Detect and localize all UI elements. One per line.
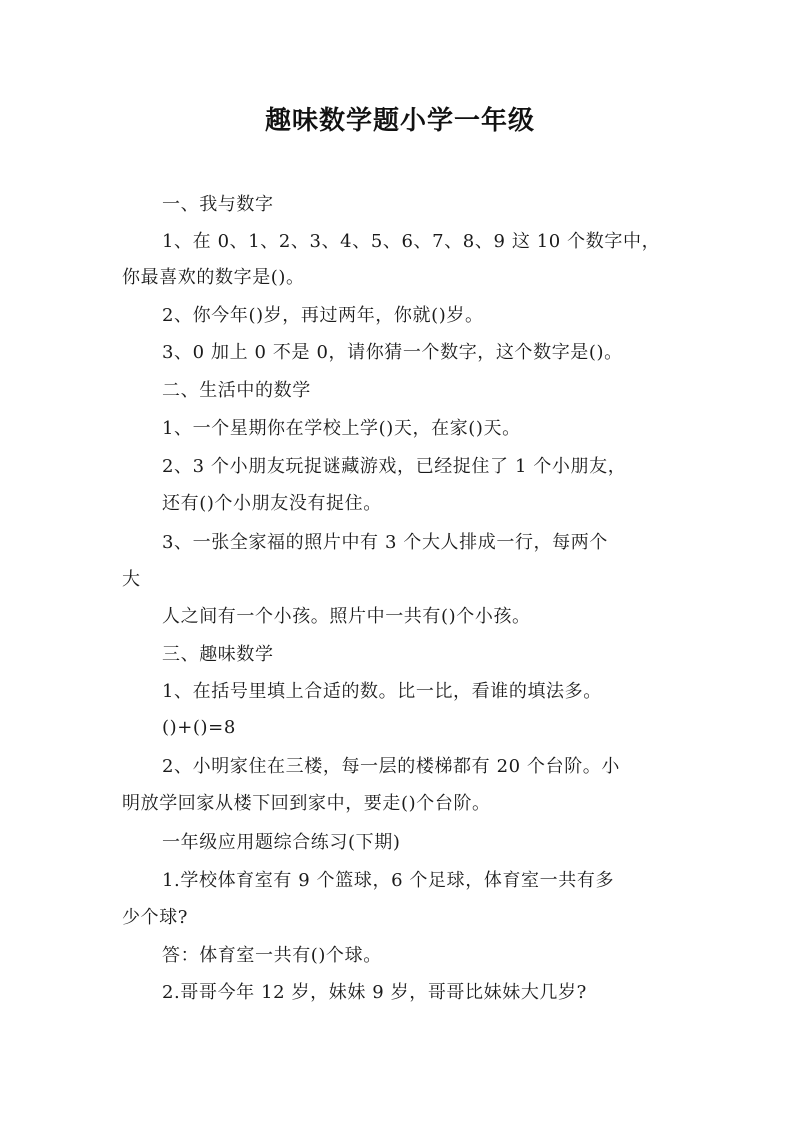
text-line: 1.学校体育室有 9 个篮球，6 个足球，体育室一共有多 [162, 870, 615, 891]
text-line: 还有()个小朋友没有捉住。 [162, 493, 382, 514]
text-line: 你最喜欢的数字是()。 [122, 267, 305, 288]
text-line: 2、你今年()岁，再过两年，你就()岁。 [162, 305, 484, 326]
section-heading-4: 一年级应用题综合练习(下期) [162, 832, 401, 853]
answer-line: 答：体育室一共有()个球。 [162, 945, 382, 966]
equation-line: ()+()=8 [162, 717, 236, 738]
text-line: 2.哥哥今年 12 岁，妹妹 9 岁，哥哥比妹妹大几岁? [162, 982, 587, 1003]
text-line: 1、一个星期你在学校上学()天，在家()天。 [162, 418, 521, 439]
text-line: 3、一张全家福的照片中有 3 个大人排成一行，每两个 [162, 532, 608, 553]
text-line: 人之间有一个小孩。照片中一共有()个小孩。 [162, 606, 531, 627]
section-heading-2: 二、生活中的数学 [162, 380, 311, 401]
text-line: 大 [122, 569, 141, 590]
text-line: 2、小明家住在三楼，每一层的楼梯都有 20 个台阶。小 [162, 756, 620, 777]
text-line: 明放学回家从楼下回到家中，要走()个台阶。 [122, 793, 491, 814]
section-heading-1: 一、我与数字 [162, 194, 274, 215]
text-line: 1、在括号里填上合适的数。比一比，看谁的填法多。 [162, 681, 602, 702]
text-line: 3、0 加上 0 不是 0，请你猜一个数字，这个数字是()。 [162, 342, 623, 363]
text-line: 2、3 个小朋友玩捉谜藏游戏，已经捉住了 1 个小朋友， [162, 456, 627, 477]
text-line: 1、在 0、1、2、3、4、5、6、7、8、9 这 10 个数字中， [162, 231, 661, 252]
text-line: 少个球? [122, 907, 189, 928]
document-title: 趣味数学题小学一年级 [264, 106, 535, 136]
section-heading-3: 三、趣味数学 [162, 644, 274, 665]
